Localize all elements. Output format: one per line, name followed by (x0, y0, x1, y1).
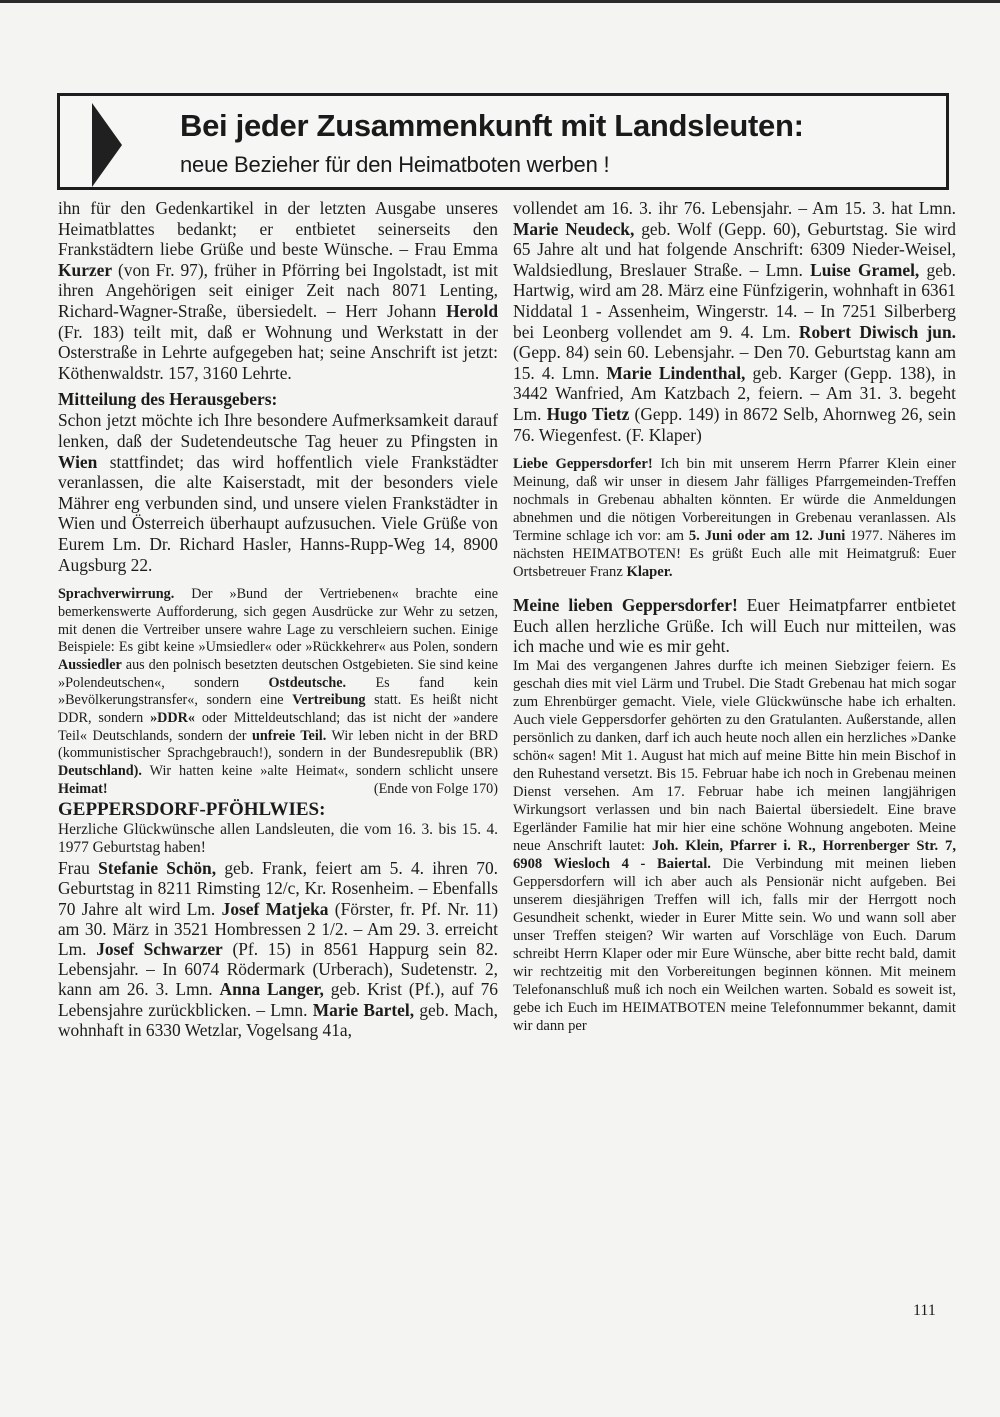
bold-name-run: Luise Gramel, (810, 259, 920, 280)
series-end-note: (Ende von Folge 170) (373, 780, 498, 797)
banner-title: Bei jeder Zusammenkunft mit Landsleuten: (180, 108, 804, 143)
bold-name-run: Vertreibung (292, 692, 366, 709)
publisher-notice-heading: Mitteilung des Herausgebers: (58, 389, 278, 410)
bold-name-run: Josef Schwarzer (96, 938, 223, 959)
right-column (513, 198, 956, 1035)
bold-name-run: unfreie Teil. (252, 727, 327, 744)
bold-name-run: Herold (446, 300, 498, 321)
bold-name-run: Sprachverwirrung. (58, 586, 175, 603)
intro-paragraph (58, 198, 498, 383)
bold-name-run: Deutschland). (58, 763, 142, 780)
bold-name-run: Joh. Klein, Pfarrer i. R., Horrenberger Str. 7, 6908 Wiesloch 4 - Baiertal. (513, 837, 957, 872)
text-run: vollendet am 16. 3. ihr 76. Lebensjahr. – Am 15. 3. hat Lmn. (513, 198, 956, 218)
text-run: statt. Es heißt nicht DDR, sondern (58, 692, 498, 727)
bold-name-run: Hugo Tietz (546, 403, 630, 424)
text-run: stattfindet; das wird hoffentlich viele Frankstädter veranlassen, die alte Kaiserstadt, mit der besonders viele Mährer eng verbunden sind, und unsere vielen Frankstädter in Wien und Österreich überhaupt aufzusuchen. Viele Grüße von Eurem Lm. Dr. Richard Hasler, Hanns-Rupp-Weg 14, 8900 Augsburg 22. (58, 451, 498, 575)
text-run: geb. Wolf (Gepp. 60), Geburtstag. Sie wird 65 Jahre alt und hat folgende Anschrift: 6309 Nieder-Weisel, Waldsiedlung, Breslauer Straße. – Lmn. (513, 218, 956, 280)
bold-name-run: Anna Langer, (219, 979, 324, 1000)
promo-banner (57, 93, 949, 190)
text-run: Wir leben nicht in der BRD (kommunistischer Sprachgebrauch!), sondern in der Bundesrepublik (BR) (58, 727, 498, 762)
bold-name-run: »DDR« (150, 710, 195, 727)
text-run: (von Fr. 97), früher in Pförring bei Ingolstadt, ist mit ihren Angehörigen seit einiger Zeit nach 8071 Lenting, Richard-Wagner-Straße, übersiedelt. – Herr Johann (58, 259, 498, 321)
bold-name-run: Meine lieben Geppersdorfer! (513, 595, 738, 616)
bold-name-run: Robert Diwisch jun. (798, 321, 956, 342)
geppersdorf-heading: GEPPERSDORF-PFÖHLWIES: (58, 798, 326, 820)
text-run: Es fand kein »Bevölkerungstransfer«, sondern eine (58, 674, 498, 709)
text-run: geb. Krist (Pf.), auf 76 Lebensjahre zurückblicken. – Lmn. (58, 979, 498, 1020)
text-run: Schon jetzt möchte ich Ihre besondere Aufmerksamkeit darauf lenken, daß der Sudetendeutsche Tag heuer zu Pfingsten in (58, 410, 498, 451)
banner-subtitle: neue Bezieher für den Heimatboten werben ! (180, 152, 610, 177)
bold-name-run: Aussiedler (58, 656, 122, 673)
bold-name-run: Marie Lindenthal, (606, 362, 746, 383)
text-run: (Förster, fr. Pf. Nr. 11) am 30. März in 3521 Hombressen 2 1/2. – Am 29. 3. erreicht Lm. (58, 898, 499, 959)
page-number: 111 (913, 1302, 936, 1319)
bold-name-run: Kurzer (58, 259, 113, 280)
text-run: Die Verbindung mit meinen lieben Geppersdorfern will ich aber auch als Pensionär nicht aufgeben. Bei unserem diesjährigen Treffen will ich, falls mir der Herrgott noch Gesundheit schenkt, wieder in Eurer Mitte sein. Wo und wann soll aber unser Treffen steigen? Wir warten auf Vorschläge von Euch. Darum schreibt Herrn Klaper oder mir Eure Wünsche, aber bitte recht bald, damit wir rechtzeitig mit den Vorbereitungen beginnen können. Mit meinem Telefonanschluß muß ich noch ein Weilchen warten. Sobald es soweit ist, gebe ich Euch im HEIMATBOTEN meine Telefonnummer bekannt, damit wir dann per (513, 855, 956, 1034)
text-run: geb. Karger (Gepp. 138), in 3442 Wanfried, Am Katzbach 2, feiern. – Am 31. 3. begeht Lm. (513, 362, 956, 424)
text-run: (Pf. 15) in 8561 Happurg sein 82. Lebensjahr. – In 6074 Rödermark (Urberach), Sudetenstr. 2, kann am 26. 3. Lmn. (58, 938, 498, 1000)
pastor-letter-lead (513, 595, 956, 656)
text-run: Im Mai des vergangenen Jahres durfte ich meinen Siebziger feiern. Es geschah dies mit viel Lärm und Trubel. Die Stadt Grebenau hat mich sogar zum Ehrenbürger gemacht. Viele, viele Glückwünsche habe ich erhalten. Auch viele Geppersdorfer gehörten zu den Gratulanten. Außerstande, allen persönlich zu danken, darf ich auch heute noch allen ein herzliches »Danke schön« sagen! Mit 1. August hat mich auf meine Bitte hin mein Bischof in den Ruhestand versetzt. Bis 15. Februar habe ich noch in Grebenau meinen Dienst versehen. Am 17. Februar habe ich meinen langjährigen Wirkungsort verlassen und bin nach Baiertal übersiedelt. Eine brave Egerländer Familie hat mir hier eine schöne Wohnung angeboten. Meine neue Anschrift lautet: (513, 657, 956, 854)
text-run: Frau (58, 858, 99, 879)
text-run: geb. Frank, feiert am 5. 4. ihren 70. Geburtstag in 8211 Rimsting 12/c, Kr. Rosenheim. – Ebenfalls 70 Jahre alt wird Lm. (58, 858, 498, 919)
bold-name-run: 5. Juni oder am 12. Juni (688, 527, 846, 544)
sprachverwirrung-text (58, 586, 498, 797)
bold-name-run: Heimat! (58, 780, 108, 797)
text-run: aus den polnisch besetzten deutschen Ostgebieten. Sie sind keine »Polendeutschen«, sondern (58, 656, 498, 691)
bold-name-run: Marie Bartel, (312, 999, 415, 1020)
text-run: Euer Heimatpfarrer entbietet Euch allen herzliche Grüße. Ich will Euch nur mitteilen, was ich mache und wie es mir geht. (513, 595, 956, 657)
triangle-right-icon (92, 103, 122, 187)
geppersdorf-greeting: Herzliche Glückwünsche allen Landsleuten, die vom 16. 3. bis 15. 4. 1977 Geburtstag haben! (58, 820, 498, 857)
publisher-notice-paragraph (58, 410, 498, 575)
text-run: ihn für den Gedenkartikel in der letzten Ausgabe unseres Heimatblattes bedankt; er entbietet seinerseits den Frankstädtern liebe Grüße und beste Wünsche. – Frau Emma (58, 198, 498, 260)
bold-name-run: Liebe Geppersdorfer! (513, 456, 653, 473)
geppersdorf-birthdays (58, 858, 498, 1040)
page-top-edge (0, 0, 1000, 3)
text-run: 1977. Näheres im nächsten HEIMATBOTEN! Es grüßt Euch alle mit Heimatgruß: Euer Ortsbetreuer Franz (513, 527, 956, 580)
bold-name-run: Marie Neudeck, (513, 218, 635, 239)
text-run: Ich bin mit unserem Herrn Pfarrer Klein einer Meinung, daß wir unser in diesem Jahr fälliges Pfarrgemeinden-Treffen nochmals in Grebenau abhalten könnten. Er würde die Anmeldungen abnehmen und die nötigen Vorbereitungen in Grebenau veranlassen. Als Termine schlage ich vor: am (513, 456, 956, 544)
bold-name-run: Josef Matjeka (221, 898, 329, 919)
text-run: geb. Mach, wohnhaft in 6330 Wetzlar, Vogelsang 41a, (58, 999, 498, 1040)
text-run: (Fr. 183) teilt mit, daß er Wohnung und Werkstatt in der Osterstraße in Lehrte aufgegeben hat; seine Anschrift ist jetzt: Köthenwaldstr. 157, 3160 Lehrte. (58, 321, 498, 383)
bold-name-run: Stefanie Schön, (98, 858, 217, 879)
liebe-geppersdorfer-paragraph (513, 456, 956, 581)
pastor-letter-body (513, 657, 956, 1035)
text-run: geb. Hartwig, wird am 28. März eine Fünfzigerin, wohnhaft in 6361 Niddatal 1 - Assenheim, Wingerstr. 14. – In 7251 Silberberg bei Leonberg vollendet am 9. 4. Lm. (513, 259, 956, 342)
birthdays-continued (513, 198, 956, 445)
text-run: (Gepp. 149) in 8672 Selb, Ahornweg 26, sein 76. Wiegenfest. (F. Klaper) (513, 403, 956, 445)
left-column (58, 198, 498, 1040)
bold-name-run: Wien (58, 451, 98, 472)
text-run: Der »Bund der Vertriebenen« brachte eine bemerkenswerte Aufforderung, sich gegen Ausdrücke zur Wehr zu setzen, mit denen die Vertreiber unsere wahre Lage zu verschleiern suchen. Einige Beispiele: Es gibt keine »Umsiedler« oder »Rückkehrer« aus Polen, sondern (58, 586, 498, 656)
text-run: oder Mitteldeutschland; das ist nicht der »andere Teil« Deutschlands, sondern der (58, 710, 499, 744)
bold-name-run: Ostdeutsche. (268, 674, 347, 691)
bold-name-run: Klaper. (626, 563, 673, 580)
sprachverwirrung-paragraph (58, 586, 498, 798)
text-run: (Gepp. 84) sein 60. Lebensjahr. – Den 70. Geburtstag kann am 15. 4. Lmn. (513, 342, 956, 383)
text-run: Wir hatten keine »alte Heimat«, sondern schlicht unsere (141, 763, 498, 780)
